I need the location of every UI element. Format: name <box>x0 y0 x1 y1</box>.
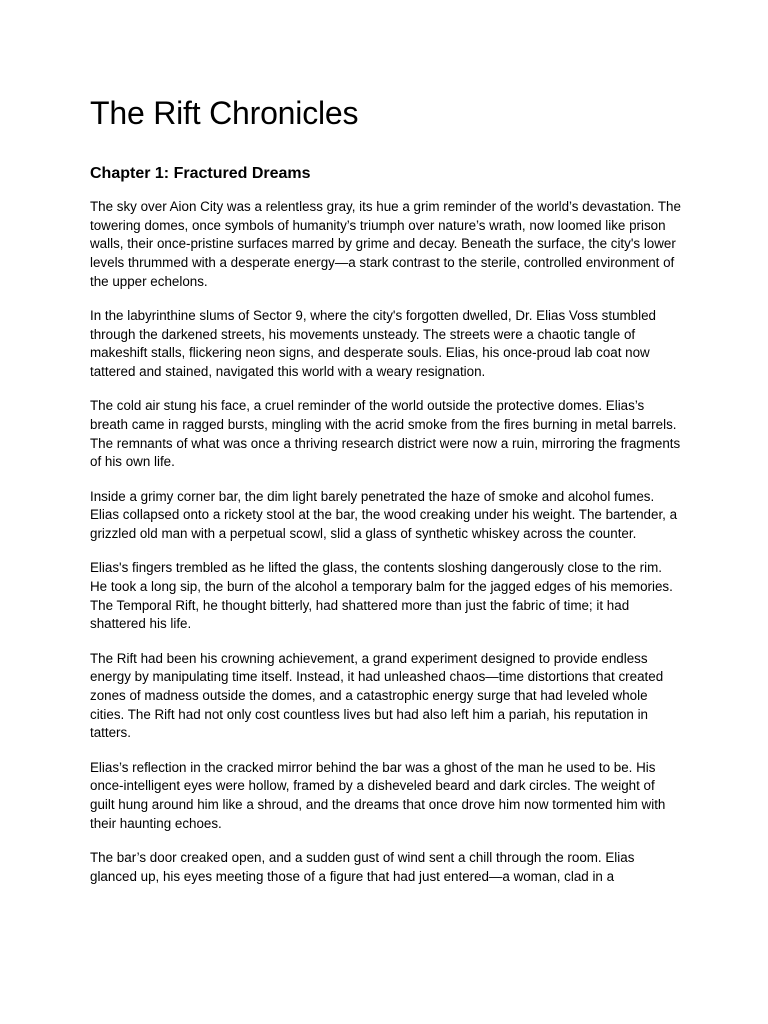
paragraph: The Rift had been his crowning achievement, a grand experiment designed to provide endless energy by manipulating time itself. Instead, it had unleashed chaos—time distortions that created zones of madness outside the domes, and a catastrophic energy surge that had leveled whole cities. The Rift had not only cost countless lives but had also left him a pariah, his reputation in tatters. <box>90 650 664 741</box>
paragraph: The bar’s door creaked open, and a sudden gust of wind sent a chill through the room. Elias glanced up, his eyes meeting those of a figure that had just entered—a woman, clad in a <box>90 849 635 884</box>
paragraph: Elias’s reflection in the cracked mirror behind the bar was a ghost of the man he used to be. His once-intelligent eyes were hollow, framed by a disheveled beard and dark circles. The weight of guilt hung around him like a shroud, and the dreams that once drove him now tormented him with their haunting echoes. <box>90 759 666 831</box>
document-title: The Rift Chronicles <box>90 95 359 131</box>
chapter-heading: Chapter 1: Fractured Dreams <box>90 165 311 182</box>
paragraph: The cold air stung his face, a cruel reminder of the world outside the protective domes. Elias’s breath came in ragged bursts, mingling with the acrid smoke from the fires burning in metal barrels. The remnants of what was once a thriving research district were now a ruin, mirroring the fragments of his own life. <box>90 398 681 470</box>
paragraph: Inside a grimy corner bar, the dim light barely penetrated the haze of smoke and alcohol fumes. Elias collapsed onto a rickety stool at the bar, the wood creaking under his weight. The bartender, a grizzled old man with a perpetual scowl, slid a glass of synthetic whiskey across the counter. <box>90 488 678 542</box>
paragraph: In the labyrinthine slums of Sector 9, where the city's forgotten dwelled, Dr. Elias Voss stumbled through the darkened streets, his movements unsteady. The streets were a chaotic tangle of makeshift stalls, flickering neon signs, and desperate souls. Elias, his once-proud lab coat now tattered and stained, navigated this world with a weary resignation. <box>90 308 656 380</box>
paragraph: Elias's fingers trembled as he lifted the glass, the contents sloshing dangerously close to the rim. He took a long sip, the burn of the alcohol a temporary balm for the jagged edges of his memories. The Temporal Rift, he thought bitterly, had shattered more than just the fabric of time; it had shattered his life. <box>90 560 673 632</box>
paragraph: The sky over Aion City was a relentless gray, its hue a grim reminder of the world’s devastation. The towering domes, once symbols of humanity’s triumph over nature’s wrath, now loomed like prison walls, their once-pristine surfaces marred by grime and decay. Beneath the surface, the city's lower levels thrummed with a desperate energy—a stark contrast to the sterile, controlled environment of the upper echelons. <box>90 199 681 289</box>
document-page <box>90 94 682 902</box>
